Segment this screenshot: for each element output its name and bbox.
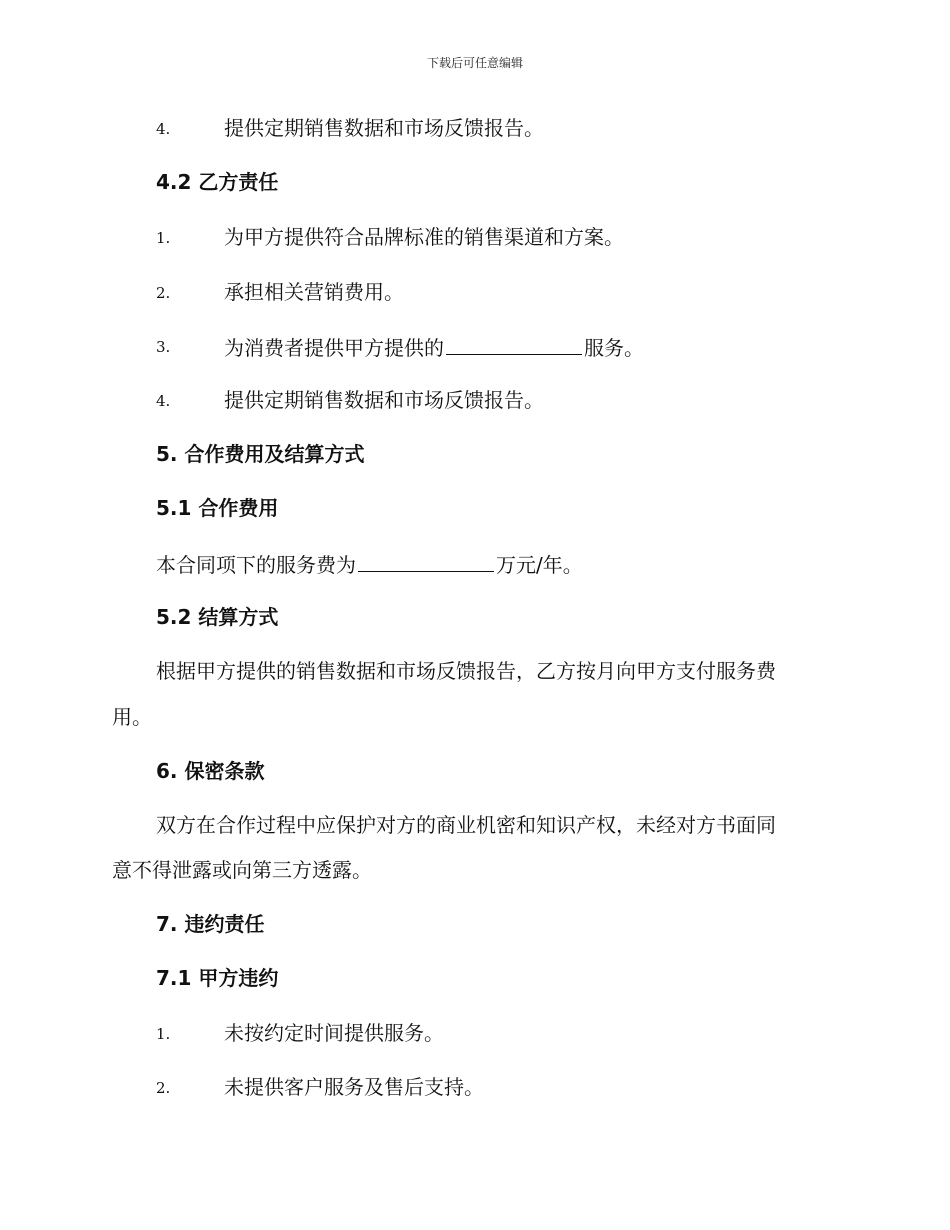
list-number: 1. bbox=[156, 1025, 171, 1043]
paragraph-text: 根据甲方提供的销售数据和市场反馈报告，乙方按月向甲方支付服务费 bbox=[156, 659, 776, 683]
heading-text: 7. 违约责任 bbox=[156, 912, 265, 936]
heading-text: 5. 合作费用及结算方式 bbox=[156, 442, 365, 466]
list-text: 提供定期销售数据和市场反馈报告。 bbox=[224, 116, 544, 140]
list-text: 未提供客户服务及售后支持。 bbox=[224, 1075, 484, 1099]
heading-text: 4.2 乙方责任 bbox=[156, 170, 279, 194]
list-number: 4. bbox=[156, 392, 171, 410]
paragraph-text: 意不得泄露或向第三方透露。 bbox=[112, 858, 372, 882]
heading-text: 5.1 合作费用 bbox=[156, 496, 279, 520]
fee-blank[interactable] bbox=[358, 549, 494, 572]
paragraph-text: 双方在合作过程中应保护对方的商业机密和知识产权，未经对方书面同 bbox=[156, 813, 776, 837]
list-text: 未按约定时间提供服务。 bbox=[224, 1021, 444, 1045]
list-text: 为甲方提供符合品牌标准的销售渠道和方案。 bbox=[224, 225, 624, 249]
list-text: 承担相关营销费用。 bbox=[224, 280, 404, 304]
text-before-blank: 本合同项下的服务费为 bbox=[156, 553, 356, 577]
list-text bbox=[224, 332, 644, 362]
text-before-blank: 为消费者提供甲方提供的 bbox=[224, 336, 444, 360]
list-number: 2. bbox=[156, 1079, 171, 1097]
page-header: 下载后可任意编辑 bbox=[426, 56, 523, 70]
list-text: 提供定期销售数据和市场反馈报告。 bbox=[224, 388, 544, 412]
heading-text: 5.2 结算方式 bbox=[156, 605, 279, 629]
list-number: 4. bbox=[156, 120, 171, 138]
heading-text: 7.1 甲方违约 bbox=[156, 966, 279, 990]
paragraph-text: 用。 bbox=[112, 705, 152, 729]
heading-text: 6. 保密条款 bbox=[156, 759, 265, 783]
text-after-blank: 万元/年。 bbox=[496, 553, 583, 577]
fill-in-blank[interactable] bbox=[446, 332, 582, 355]
list-number: 3. bbox=[156, 338, 171, 356]
list-number: 2. bbox=[156, 284, 171, 302]
text-after-blank: 服务。 bbox=[584, 336, 644, 360]
list-number: 1. bbox=[156, 229, 171, 247]
